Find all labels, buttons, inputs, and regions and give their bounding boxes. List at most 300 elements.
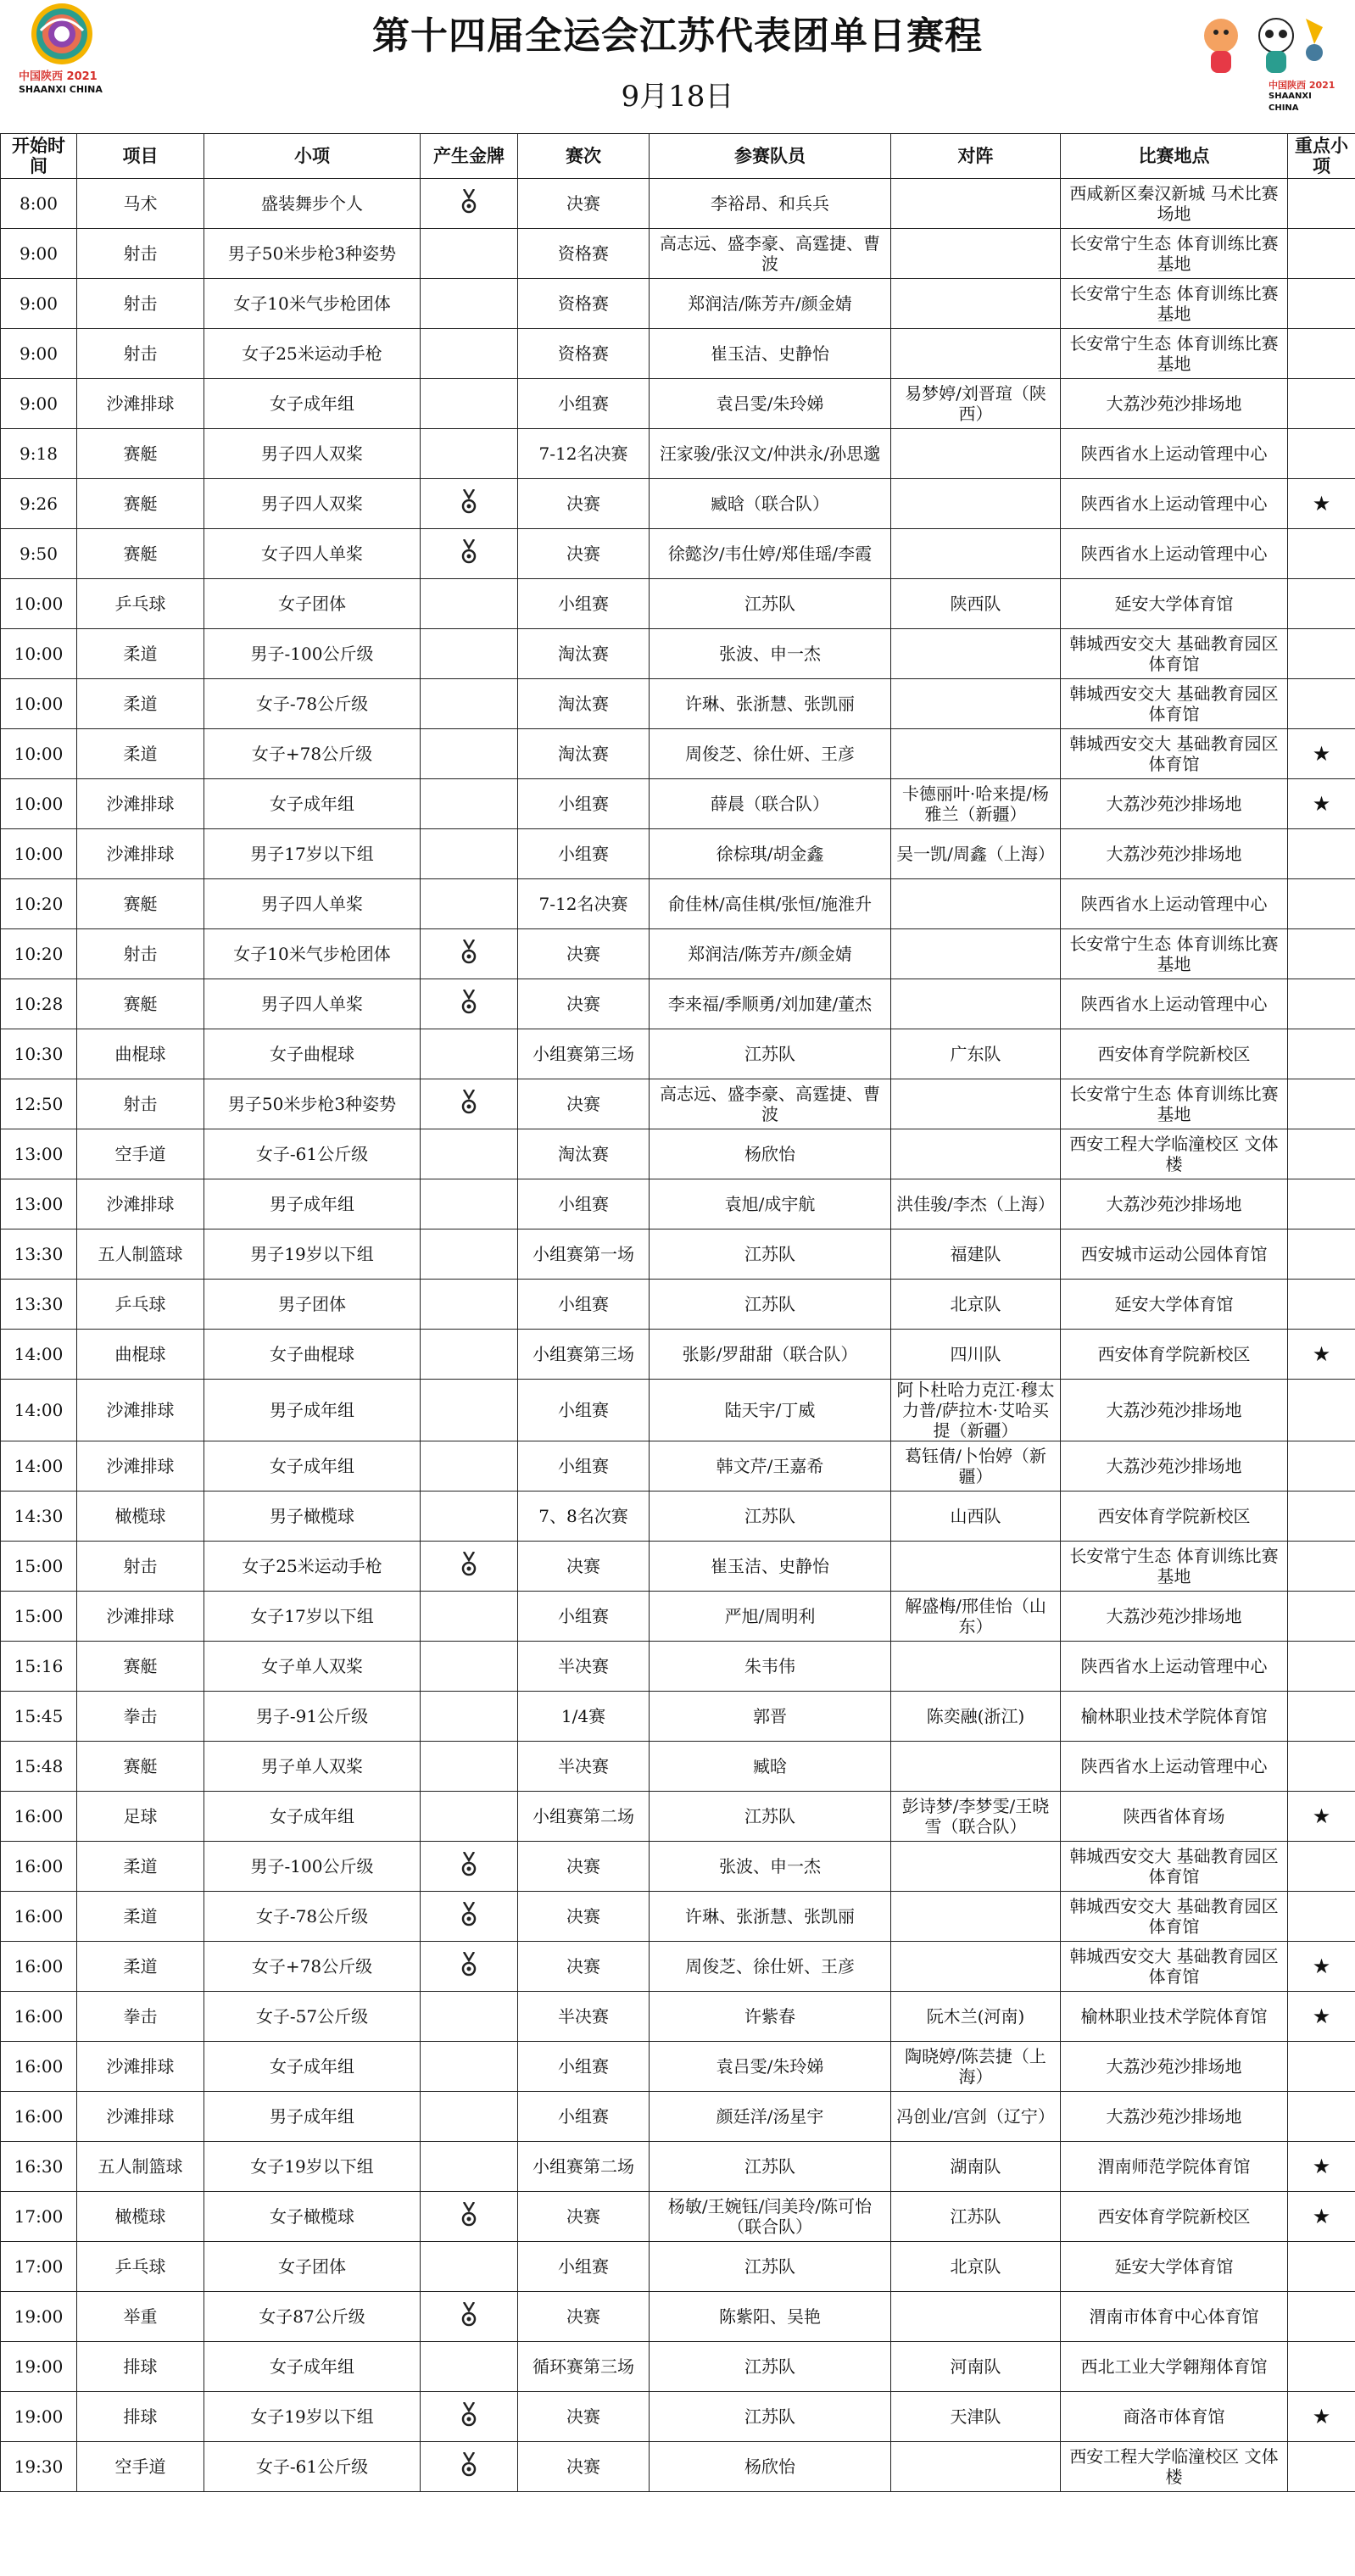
cell-opponent: 四川队: [891, 1330, 1061, 1380]
table-row: [1, 1942, 1355, 1992]
cell-time: 9:18: [1, 429, 77, 479]
table-row: [1, 1330, 1355, 1380]
cell-event: 女子成年组: [204, 2342, 421, 2392]
cell-venue: 大荔沙苑沙排场地: [1061, 1592, 1288, 1642]
cell-key: [1288, 1942, 1355, 1992]
cell-medal: [421, 2142, 518, 2192]
table-row: [1, 2092, 1355, 2142]
cell-venue: 韩城西安交大 基础教育园区体育馆: [1061, 629, 1288, 679]
cell-key: [1288, 2142, 1355, 2192]
cell-round: 半决赛: [518, 1742, 650, 1792]
cell-opponent: [891, 1642, 1061, 1692]
cell-key: [1288, 379, 1355, 429]
cell-sport: 沙滩排球: [77, 1441, 204, 1492]
cell-key: [1288, 1892, 1355, 1942]
medal-icon: [460, 2456, 478, 2476]
cell-round: 决赛: [518, 179, 650, 229]
table-row: [1, 1380, 1355, 1441]
table-row: [1, 1592, 1355, 1642]
cell-event: 女子成年组: [204, 1441, 421, 1492]
cell-medal: [421, 1592, 518, 1642]
cell-medal: [421, 2092, 518, 2142]
cell-athletes: 崔玉洁、史静怡: [650, 1542, 891, 1592]
cell-sport: 射击: [77, 929, 204, 979]
cell-medal: [421, 1179, 518, 1229]
cell-round: 小组赛: [518, 2242, 650, 2292]
cell-key: [1288, 1492, 1355, 1542]
cell-key: [1288, 279, 1355, 329]
cell-opponent: 解盛梅/邢佳怡（山东）: [891, 1592, 1061, 1642]
cell-time: 19:00: [1, 2342, 77, 2392]
table-row: [1, 2292, 1355, 2342]
cell-sport: 沙滩排球: [77, 2092, 204, 2142]
cell-sport: 马术: [77, 179, 204, 229]
cell-event: 女子87公斤级: [204, 2292, 421, 2342]
cell-time: 16:00: [1, 1942, 77, 1992]
cell-venue: 西安体育学院新校区: [1061, 1029, 1288, 1079]
cell-time: 16:00: [1, 1792, 77, 1842]
cell-athletes: 臧晗（联合队）: [650, 479, 891, 529]
cell-round: 小组赛: [518, 579, 650, 629]
cell-athletes: 江苏队: [650, 1280, 891, 1330]
star-icon: ★: [1312, 791, 1331, 816]
cell-time: 13:00: [1, 1129, 77, 1179]
cell-event: 男子成年组: [204, 1179, 421, 1229]
cell-sport: 柔道: [77, 679, 204, 729]
cell-athletes: 许琳、张浙慧、张凯丽: [650, 679, 891, 729]
cell-venue: 长安常宁生态 体育训练比赛基地: [1061, 1079, 1288, 1129]
cell-opponent: 冯创业/宫剑（辽宁）: [891, 2092, 1061, 2142]
cell-opponent: 北京队: [891, 1280, 1061, 1330]
cell-venue: 西咸新区秦汉新城 马术比赛场地: [1061, 179, 1288, 229]
cell-key: [1288, 1380, 1355, 1441]
cell-time: 9:26: [1, 479, 77, 529]
cell-venue: 延安大学体育馆: [1061, 1280, 1288, 1330]
cell-venue: 榆林职业技术学院体育馆: [1061, 1692, 1288, 1742]
cell-time: 13:30: [1, 1280, 77, 1330]
col-header-opponent: 对阵: [891, 134, 1061, 179]
cell-opponent: [891, 629, 1061, 679]
cell-venue: 榆林职业技术学院体育馆: [1061, 1992, 1288, 2042]
cell-time: 10:00: [1, 779, 77, 829]
cell-key: [1288, 779, 1355, 829]
cell-athletes: 朱韦伟: [650, 1642, 891, 1692]
cell-venue: 韩城西安交大 基础教育园区体育馆: [1061, 729, 1288, 779]
cell-venue: 韩城西安交大 基础教育园区体育馆: [1061, 1892, 1288, 1942]
cell-sport: 赛艇: [77, 879, 204, 929]
cell-venue: 商洛市体育馆: [1061, 2392, 1288, 2442]
cell-opponent: [891, 329, 1061, 379]
cell-sport: 乒乓球: [77, 1280, 204, 1330]
cell-sport: 五人制篮球: [77, 1229, 204, 1280]
cell-time: 9:50: [1, 529, 77, 579]
cell-medal: [421, 1492, 518, 1542]
cell-athletes: 严旭/周明利: [650, 1592, 891, 1642]
cell-opponent: 陈奕融(浙江): [891, 1692, 1061, 1742]
cell-round: 小组赛: [518, 1280, 650, 1330]
cell-round: 7-12名决赛: [518, 429, 650, 479]
table-row: [1, 1642, 1355, 1692]
cell-round: 决赛: [518, 979, 650, 1029]
col-header-event: 小项: [204, 134, 421, 179]
cell-medal: [421, 779, 518, 829]
cell-sport: 乒乓球: [77, 579, 204, 629]
cell-event: 女子团体: [204, 579, 421, 629]
cell-round: 7、8名次赛: [518, 1492, 650, 1542]
cell-athletes: 江苏队: [650, 2142, 891, 2192]
cell-opponent: [891, 1892, 1061, 1942]
cell-key: [1288, 2092, 1355, 2142]
cell-opponent: 福建队: [891, 1229, 1061, 1280]
cell-opponent: 天津队: [891, 2392, 1061, 2442]
cell-opponent: [891, 679, 1061, 729]
cell-key: [1288, 1542, 1355, 1592]
cell-medal: [421, 1842, 518, 1892]
cell-time: 15:48: [1, 1742, 77, 1792]
cell-venue: 大荔沙苑沙排场地: [1061, 2092, 1288, 2142]
cell-medal: [421, 179, 518, 229]
cell-medal: [421, 2192, 518, 2242]
cell-sport: 射击: [77, 229, 204, 279]
cell-medal: [421, 2392, 518, 2442]
cell-opponent: 陕西队: [891, 579, 1061, 629]
medal-icon: [460, 1093, 478, 1113]
cell-key: [1288, 1330, 1355, 1380]
cell-event: 男子17岁以下组: [204, 829, 421, 879]
cell-venue: 韩城西安交大 基础教育园区体育馆: [1061, 1942, 1288, 1992]
medal-icon: [460, 1955, 478, 1976]
cell-event: 盛装舞步个人: [204, 179, 421, 229]
cell-athletes: 韩文芹/王嘉希: [650, 1441, 891, 1492]
cell-athletes: 颜廷洋/汤星宇: [650, 2092, 891, 2142]
cell-time: 15:00: [1, 1542, 77, 1592]
cell-key: [1288, 479, 1355, 529]
cell-key: [1288, 1129, 1355, 1179]
table-row: [1, 2342, 1355, 2392]
cell-key: [1288, 229, 1355, 279]
cell-venue: 陕西省水上运动管理中心: [1061, 879, 1288, 929]
cell-round: 淘汰赛: [518, 1129, 650, 1179]
cell-sport: 橄榄球: [77, 1492, 204, 1542]
cell-opponent: 葛钰倩/卜怡婷（新疆）: [891, 1441, 1061, 1492]
cell-round: 决赛: [518, 479, 650, 529]
cell-round: 决赛: [518, 2292, 650, 2342]
cell-medal: [421, 1742, 518, 1792]
cell-round: 资格赛: [518, 229, 650, 279]
table-row: [1, 2442, 1355, 2492]
table-row: [1, 379, 1355, 429]
cell-key: [1288, 829, 1355, 879]
cell-key: [1288, 2292, 1355, 2342]
table-row: [1, 579, 1355, 629]
cell-time: 14:30: [1, 1492, 77, 1542]
cell-key: [1288, 2392, 1355, 2442]
cell-medal: [421, 329, 518, 379]
table-row: [1, 1742, 1355, 1792]
cell-sport: 排球: [77, 2392, 204, 2442]
cell-event: 男子19岁以下组: [204, 1229, 421, 1280]
cell-round: 小组赛: [518, 829, 650, 879]
cell-opponent: [891, 2292, 1061, 2342]
cell-venue: 大荔沙苑沙排场地: [1061, 829, 1288, 879]
cell-round: 小组赛第三场: [518, 1330, 650, 1380]
table-row: [1, 2242, 1355, 2292]
cell-key: [1288, 2192, 1355, 2242]
cell-event: 女子单人双桨: [204, 1642, 421, 1692]
cell-opponent: 阿卜杜哈力克江·穆太力普/萨拉木·艾哈买提（新疆）: [891, 1380, 1061, 1441]
cell-event: 女子10米气步枪团体: [204, 929, 421, 979]
cell-key: [1288, 1441, 1355, 1492]
col-header-key: 重点小项: [1288, 134, 1355, 179]
cell-medal: [421, 679, 518, 729]
cell-sport: 曲棍球: [77, 1029, 204, 1079]
table-row: [1, 429, 1355, 479]
cell-time: 9:00: [1, 329, 77, 379]
cell-venue: 大荔沙苑沙排场地: [1061, 2042, 1288, 2092]
cell-round: 小组赛: [518, 1441, 650, 1492]
cell-opponent: [891, 1079, 1061, 1129]
cell-round: 决赛: [518, 929, 650, 979]
cell-event: 女子曲棍球: [204, 1330, 421, 1380]
cell-athletes: 江苏队: [650, 1229, 891, 1280]
cell-medal: [421, 1330, 518, 1380]
cell-athletes: 郑润洁/陈芳卉/颜金婧: [650, 279, 891, 329]
cell-time: 14:00: [1, 1330, 77, 1380]
cell-athletes: 徐懿汐/韦仕婷/郑佳瑶/李霞: [650, 529, 891, 579]
cell-sport: 柔道: [77, 1942, 204, 1992]
cell-round: 1/4赛: [518, 1692, 650, 1742]
table-row: [1, 1179, 1355, 1229]
cell-athletes: 高志远、盛李豪、高霆捷、曹波: [650, 1079, 891, 1129]
star-icon: ★: [1312, 2204, 1331, 2228]
table-row: [1, 729, 1355, 779]
cell-key: [1288, 579, 1355, 629]
cell-opponent: 北京队: [891, 2242, 1061, 2292]
cell-medal: [421, 1692, 518, 1742]
cell-medal: [421, 229, 518, 279]
cell-opponent: 广东队: [891, 1029, 1061, 1079]
col-header-venue: 比赛地点: [1061, 134, 1288, 179]
star-icon: ★: [1312, 1954, 1331, 1978]
cell-sport: 五人制篮球: [77, 2142, 204, 2192]
cell-time: 10:00: [1, 729, 77, 779]
cell-venue: 陕西省水上运动管理中心: [1061, 1742, 1288, 1792]
cell-time: 15:16: [1, 1642, 77, 1692]
table-row: [1, 979, 1355, 1029]
cell-sport: 射击: [77, 1542, 204, 1592]
cell-athletes: 周俊芝、徐仕妍、王彦: [650, 729, 891, 779]
cell-opponent: [891, 429, 1061, 479]
cell-athletes: 杨敏/王婉钰/闫美玲/陈可怡（联合队）: [650, 2192, 891, 2242]
cell-event: 男子50米步枪3种姿势: [204, 229, 421, 279]
cell-event: 女子-61公斤级: [204, 2442, 421, 2492]
table-header-row: [1, 134, 1355, 179]
table-row: [1, 1992, 1355, 2042]
medal-icon: [460, 543, 478, 563]
cell-time: 10:00: [1, 829, 77, 879]
cell-venue: 韩城西安交大 基础教育园区体育馆: [1061, 679, 1288, 729]
cell-medal: [421, 1280, 518, 1330]
cell-time: 12:50: [1, 1079, 77, 1129]
cell-athletes: 江苏队: [650, 1492, 891, 1542]
cell-medal: [421, 1380, 518, 1441]
cell-event: 女子-78公斤级: [204, 1892, 421, 1942]
cell-key: [1288, 1992, 1355, 2042]
cell-athletes: 陈紫阳、吴艳: [650, 2292, 891, 2342]
table-row: [1, 1441, 1355, 1492]
cell-venue: 西北工业大学翱翔体育馆: [1061, 2342, 1288, 2392]
cell-event: 女子19岁以下组: [204, 2392, 421, 2442]
cell-round: 决赛: [518, 2442, 650, 2492]
cell-medal: [421, 2442, 518, 2492]
cell-athletes: 周俊芝、徐仕妍、王彦: [650, 1942, 891, 1992]
cell-time: 10:00: [1, 679, 77, 729]
cell-event: 女子17岁以下组: [204, 1592, 421, 1642]
cell-medal: [421, 2342, 518, 2392]
cell-round: 小组赛第三场: [518, 1029, 650, 1079]
cell-athletes: 李裕昂、和兵兵: [650, 179, 891, 229]
table-row: [1, 879, 1355, 929]
cell-event: 女子19岁以下组: [204, 2142, 421, 2192]
cell-sport: 排球: [77, 2342, 204, 2392]
cell-venue: 长安常宁生态 体育训练比赛基地: [1061, 929, 1288, 979]
cell-round: 小组赛: [518, 1380, 650, 1441]
medal-icon: [460, 2205, 478, 2226]
cell-medal: [421, 2242, 518, 2292]
cell-venue: 大荔沙苑沙排场地: [1061, 1380, 1288, 1441]
table-row: [1, 229, 1355, 279]
cell-time: 16:00: [1, 1842, 77, 1892]
cell-athletes: 江苏队: [650, 1792, 891, 1842]
cell-event: 女子-61公斤级: [204, 1129, 421, 1179]
table-row: [1, 929, 1355, 979]
cell-medal: [421, 1079, 518, 1129]
cell-medal: [421, 1642, 518, 1692]
cell-round: 决赛: [518, 2392, 650, 2442]
cell-opponent: 卡德丽叶·哈来提/杨雅兰（新疆）: [891, 779, 1061, 829]
cell-round: 小组赛: [518, 1592, 650, 1642]
cell-medal: [421, 879, 518, 929]
cell-time: 16:00: [1, 2042, 77, 2092]
star-icon: ★: [1312, 2404, 1331, 2428]
cell-event: 女子+78公斤级: [204, 729, 421, 779]
cell-venue: 西安体育学院新校区: [1061, 1330, 1288, 1380]
cell-event: 女子四人单桨: [204, 529, 421, 579]
col-header-medal: 产生金牌: [421, 134, 518, 179]
cell-opponent: [891, 879, 1061, 929]
cell-round: 资格赛: [518, 329, 650, 379]
col-header-sport: 项目: [77, 134, 204, 179]
cell-opponent: [891, 529, 1061, 579]
cell-round: 淘汰赛: [518, 729, 650, 779]
cell-opponent: 江苏队: [891, 2192, 1061, 2242]
cell-opponent: [891, 1742, 1061, 1792]
cell-round: 小组赛: [518, 2092, 650, 2142]
table-row: [1, 779, 1355, 829]
cell-athletes: 江苏队: [650, 2342, 891, 2392]
cell-time: 17:00: [1, 2242, 77, 2292]
cell-round: 决赛: [518, 1079, 650, 1129]
star-icon: ★: [1312, 2004, 1331, 2028]
cell-event: 女子成年组: [204, 379, 421, 429]
cell-event: 男子四人单桨: [204, 979, 421, 1029]
logo-right-en: SHAANXI CHINA: [1269, 92, 1312, 113]
table-row: [1, 1129, 1355, 1179]
page-date: 9月18日: [621, 80, 734, 114]
cell-round: 小组赛第一场: [518, 1229, 650, 1280]
cell-time: 19:00: [1, 2292, 77, 2342]
cell-time: 16:00: [1, 2092, 77, 2142]
cell-round: 决赛: [518, 529, 650, 579]
star-icon: ★: [1312, 741, 1331, 766]
cell-sport: 沙滩排球: [77, 379, 204, 429]
cell-athletes: 徐棕琪/胡金鑫: [650, 829, 891, 879]
cell-key: [1288, 2442, 1355, 2492]
medal-icon: [460, 2306, 478, 2326]
cell-opponent: [891, 1842, 1061, 1892]
cell-event: 女子25米运动手枪: [204, 329, 421, 379]
table-row: [1, 1079, 1355, 1129]
cell-time: 16:00: [1, 1992, 77, 2042]
cell-event: 男子-91公斤级: [204, 1692, 421, 1742]
cell-sport: 拳击: [77, 1692, 204, 1742]
cell-athletes: 郭晋: [650, 1692, 891, 1742]
cell-round: 小组赛第二场: [518, 1792, 650, 1842]
cell-key: [1288, 2342, 1355, 2392]
cell-venue: 西安体育学院新校区: [1061, 2192, 1288, 2242]
star-icon: ★: [1312, 1341, 1331, 1366]
schedule-table: [0, 133, 1355, 2492]
cell-venue: 陕西省水上运动管理中心: [1061, 429, 1288, 479]
cell-medal: [421, 529, 518, 579]
cell-key: [1288, 329, 1355, 379]
cell-sport: 柔道: [77, 1892, 204, 1942]
cell-event: 女子橄榄球: [204, 2192, 421, 2242]
cell-round: 决赛: [518, 1842, 650, 1892]
cell-athletes: 江苏队: [650, 2392, 891, 2442]
cell-event: 男子50米步枪3种姿势: [204, 1079, 421, 1129]
cell-sport: 拳击: [77, 1992, 204, 2042]
table-row: [1, 629, 1355, 679]
cell-time: 15:45: [1, 1692, 77, 1742]
cell-medal: [421, 1792, 518, 1842]
cell-sport: 赛艇: [77, 1742, 204, 1792]
cell-athletes: 袁旭/成宇航: [650, 1179, 891, 1229]
cell-opponent: [891, 229, 1061, 279]
cell-round: 小组赛: [518, 779, 650, 829]
cell-medal: [421, 729, 518, 779]
cell-event: 女子曲棍球: [204, 1029, 421, 1079]
cell-venue: 渭南市体育中心体育馆: [1061, 2292, 1288, 2342]
cell-venue: 大荔沙苑沙排场地: [1061, 779, 1288, 829]
cell-athletes: 杨欣怡: [650, 1129, 891, 1179]
cell-time: 19:30: [1, 2442, 77, 2492]
logo-left-en: SHAANXI CHINA: [19, 84, 103, 95]
cell-venue: 大荔沙苑沙排场地: [1061, 1441, 1288, 1492]
cell-sport: 空手道: [77, 1129, 204, 1179]
cell-medal: [421, 1229, 518, 1280]
cell-round: 7-12名决赛: [518, 879, 650, 929]
table-row: [1, 2142, 1355, 2192]
col-header-time: 开始时间: [1, 134, 77, 179]
table-row: [1, 329, 1355, 379]
cell-medal: [421, 829, 518, 879]
cell-event: 女子10米气步枪团体: [204, 279, 421, 329]
cell-key: [1288, 729, 1355, 779]
cell-time: 16:30: [1, 2142, 77, 2192]
cell-medal: [421, 479, 518, 529]
cell-time: 10:28: [1, 979, 77, 1029]
